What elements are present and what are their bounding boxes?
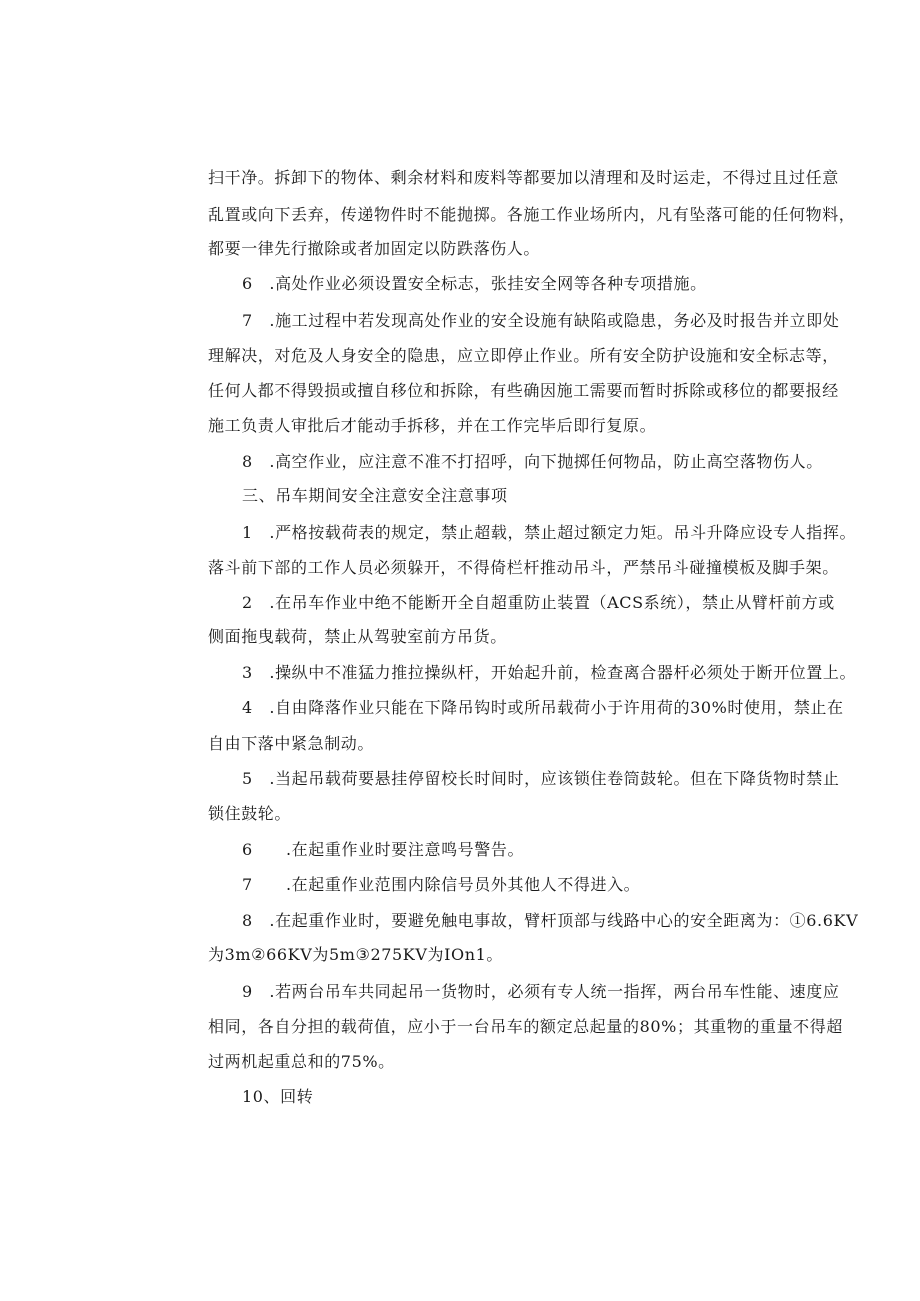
- text-line: 侧面拖曳载荷，禁止从驾驶室前方吊货。: [208, 627, 507, 646]
- section-heading: 三、吊车期间安全注意安全注意事项: [242, 486, 508, 505]
- text-line: 3 .操纵中不准猛力推拉操纵杆，开始起升前，检查离合器杆必须处于断开位置上。: [242, 663, 857, 682]
- text-line: 乱置或向下丢弃，传递物件时不能抛掷。各施工作业场所内，凡有坠落可能的任何物料，: [208, 205, 856, 224]
- text-line: 理解决，对危及人身安全的隐患，应立即停止作业。所有安全防护设施和安全标志等，: [208, 346, 839, 365]
- text-line: 4 .自由降落作业只能在下降吊钩时或所吊载荷小于许用荷的30%时使用，禁止在: [242, 698, 844, 717]
- text-line: 1 .严格按载荷表的规定，禁止超载，禁止超过额定力矩。吊斗升降应设专人指挥。: [242, 523, 857, 542]
- text-line: 8 .高空作业，应注意不准不打招呼，向下抛掷任何物品，防止高空落物伤人。: [242, 452, 823, 471]
- text-line: 7 .在起重作业范围内除信号员外其他人不得进入。: [242, 875, 641, 894]
- text-line: 2 .在吊车作业中绝不能断开全自超重防止装置（ACS系统），禁止从臂杆前方或: [242, 593, 835, 612]
- text-line: 锁住鼓轮。: [208, 804, 292, 823]
- text-line: 7 .施工过程中若发现高处作业的安全设施有缺陷或隐患，务必及时报告并立即处: [242, 311, 840, 330]
- text-line: 9 .若两台吊车共同起吊一货物时，必须有专人统一指挥，两台吊车性能、速度应: [242, 982, 840, 1001]
- text-line: 10、回转: [242, 1087, 314, 1106]
- text-line: 相同，各自分担的载荷值，应小于一台吊车的额定总起量的80%；其重物的重量不得超: [208, 1017, 843, 1036]
- text-line: 施工负责人审批后才能动手拆移，并在工作完毕后即行复原。: [208, 416, 657, 435]
- text-line: 都要一律先行撤除或者加固定以防跌落伤人。: [208, 239, 541, 258]
- text-line: 5 .当起吊载荷要悬挂停留校长时间时，应该锁住卷筒鼓轮。但在下降货物时禁止: [242, 769, 840, 788]
- text-line: 落斗前下部的工作人员必须躲开，不得倚栏杆推动吊斗，严禁吊斗碰撞模板及脚手架。: [208, 558, 839, 577]
- text-line: 过两机起重总和的75%。: [208, 1052, 395, 1071]
- text-line: 扫干净。拆卸下的物体、剩余材料和废料等都要加以清理和及时运走，不得过且过任意: [208, 168, 839, 187]
- text-line: 8 .在起重作业时，要避免触电事故，臂杆顶部与线路中心的安全距离为：①6.6KV: [242, 911, 859, 930]
- text-line: 为3m②66KV为5m③275KV为IOn1。: [208, 945, 504, 964]
- text-line: 6 .高处作业必须设置安全标志，张挂安全网等各种专项措施。: [242, 274, 707, 293]
- text-line: 6 .在起重作业时要注意鸣号警告。: [242, 840, 525, 859]
- text-line: 任何人都不得毁损或擅自移位和拆除，有些确因施工需要而暂时拆除或移位的都要报经: [208, 381, 839, 400]
- text-line: 自由下落中紧急制动。: [208, 734, 375, 753]
